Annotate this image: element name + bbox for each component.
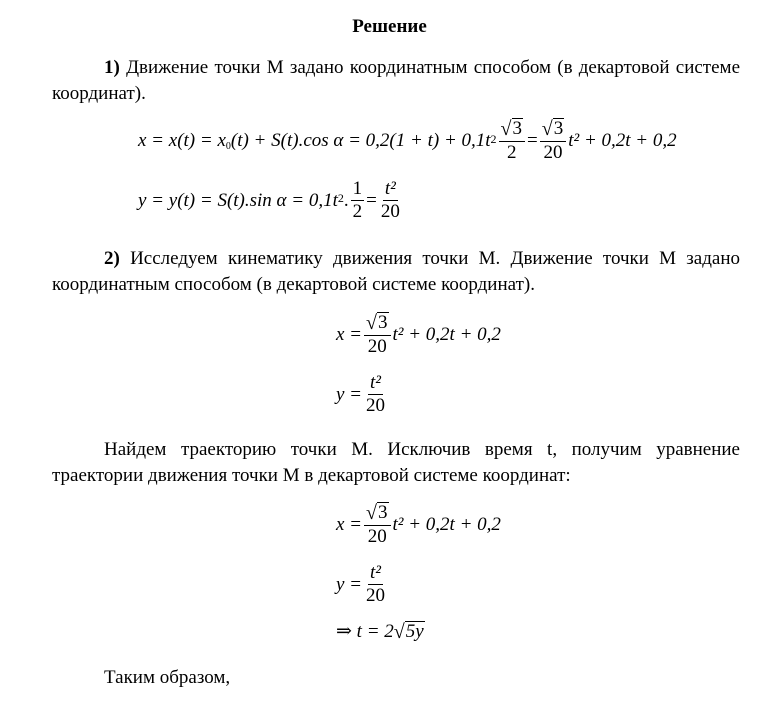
eq3-y-den: 20 (366, 585, 386, 606)
eq1-den20: 20 (543, 142, 563, 163)
section-2-paragraph (52, 246, 740, 298)
eq3-y-num: t² (370, 562, 381, 583)
eq3-den: 20 (367, 526, 387, 547)
eq1-frac-sqrt3-over-2: √ 3 2 (499, 118, 525, 164)
eq3-sqrt: √ 5y (393, 621, 424, 643)
eq2-den: 20 (367, 336, 387, 357)
eq1-den2: 2 (507, 142, 517, 163)
section-1-number: 1) (104, 57, 120, 78)
eq2-x-tail: t² + 0,2t + 0,2 (392, 324, 501, 345)
eq1-sqrt3-a: 3 (512, 118, 523, 139)
eq3-implies: ⇒ t = 2 (336, 621, 394, 642)
eq2-frac: √ 3 20 (364, 312, 390, 358)
eq2-y-lhs: y = (336, 383, 363, 405)
equation-x-of-t: x = x(t) = x 0 (t) + S(t).cos α = 0,2(1 + t) + 0,1t $^2$ √ 3 2 = √ 3 20 t² + 0,2t + 0,2 (138, 118, 677, 163)
eq1-y-lhs: y = y(t) = S(t).sin α = 0,1t (138, 189, 338, 211)
eq1-y-half-num: 1 (352, 178, 363, 199)
equation-3-t (336, 620, 425, 643)
eq2-y-num: t² (370, 372, 381, 393)
eq1-x-lhs: x = x(t) = x (138, 130, 226, 151)
eq1-frac-sqrt3-over-20: √ 3 20 (540, 118, 566, 164)
section-2-text: Исследуем кинематику движения точки М. Движение точки М задано координатным способом (в декартовой системе координат). (52, 248, 741, 295)
section-1-text: Движение точки М задано координатным способом (в декартовой системе координат). (52, 57, 741, 104)
eq3-y-frac (364, 562, 387, 607)
closing-text: Таким образом, (104, 667, 231, 688)
eq1-sqrt3-b: 3 (553, 118, 564, 139)
eq2-sqrt3: 3 (378, 312, 388, 333)
eq2-x-lhs: x = (336, 324, 363, 345)
section-3-text: Найдем траекторию точки М. Исключив время t, получим уравнение траектории движения точки М в декартовой системе координат: (52, 439, 740, 486)
eq1-y-res-num: t² (384, 178, 396, 199)
page-title: Решение (352, 16, 427, 37)
eq3-x-lhs: x = (336, 514, 363, 535)
eq3-y-lhs: y = (336, 573, 363, 595)
equation-3-x (336, 502, 501, 548)
eq3-frac: √ 3 20 (364, 502, 390, 548)
eq1-y-result (379, 178, 402, 223)
section-3-paragraph (52, 437, 740, 489)
eq1-x-sub: 0 (225, 140, 231, 152)
equation-2-y (336, 372, 389, 417)
equation-3-y (336, 562, 389, 607)
eq2-y-frac (364, 372, 387, 417)
eq1-y-half (351, 178, 365, 223)
eq1-x-tail: t² + 0,2t + 0,2 (568, 130, 677, 151)
eq3-sqrt3: 3 (378, 502, 388, 523)
eq3-rad: 5y (405, 621, 424, 642)
eq1-y-res-den: 20 (380, 201, 400, 222)
section-2-number: 2) (104, 248, 120, 269)
section-1-paragraph (52, 55, 740, 107)
eq1-y-pow: 2 (337, 191, 344, 205)
eq3-x-tail: t² + 0,2t + 0,2 (392, 514, 501, 535)
eq1-x-mid: (t) + S(t).cos α = 0,2(1 + t) + 0,1t (230, 130, 491, 151)
equation-2-x (336, 312, 501, 358)
eq2-y-den: 20 (366, 395, 386, 416)
eq1-y-half-den: 2 (352, 201, 363, 222)
eq1-pow: 2 (490, 131, 497, 146)
closing-paragraph (52, 665, 740, 691)
equation-y-of-t: y = y(t) = S(t).sin α = 0,1t $^2$ . $\frac{1}{2}$ = $\frac{\text{t²}}{20}$ (138, 178, 400, 222)
